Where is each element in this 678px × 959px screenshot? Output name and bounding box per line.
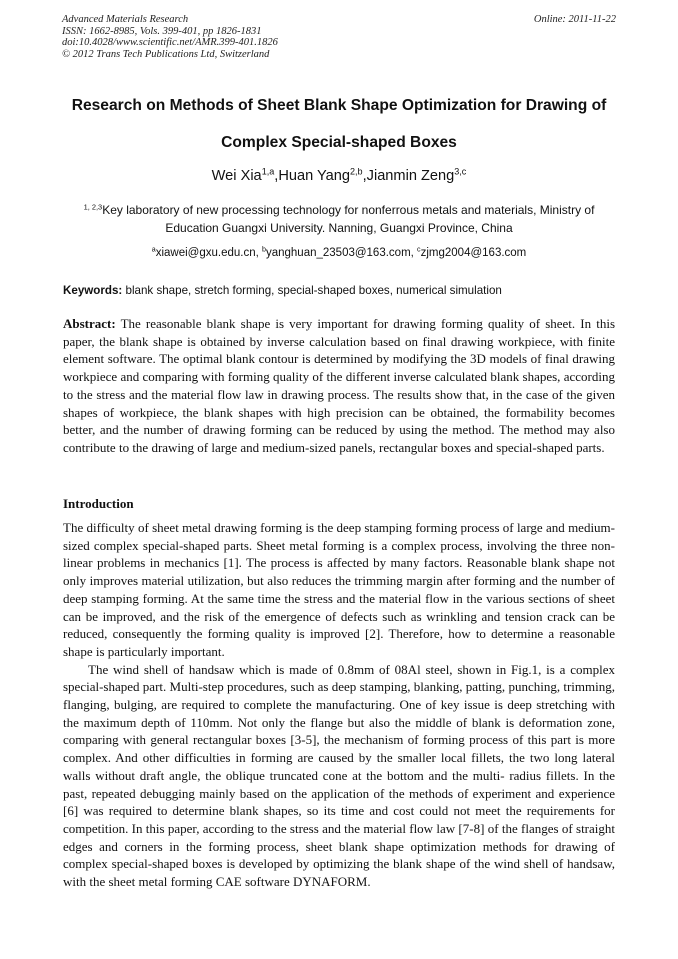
keywords-label: Keywords: bbox=[63, 284, 123, 297]
author-sup: 3,c bbox=[454, 166, 467, 177]
email-address[interactable]: zjmg2004@163.com bbox=[420, 247, 527, 259]
journal-header bbox=[62, 14, 462, 60]
paragraph: The wind shell of handsaw which is made of 0.8mm of 08Al steel, shown in Fig.1, is a complex special-shaped part. Multi-step procedures, such as deep stamping, blanking, patting, punching, trimming, flanging, bulging, are required to complete the manufacturing. One of key issue is deep stretching with the maximum depth of 110mm. Not only the flange but also the middle of blank is deformation zone, comparing with general rectangular boxes [3-5], the mechanism of forming process of this part is more complex. And other difficulties in forming are caused by the smaller local fillets, the two long lateral walls without draft angle, the oblique truncated cone at the bottom and the multi- radius fillets. In the past, repeated debugging mainly based on the application of the methods of experiment and experience [6] was required to determine blank shapes, so its time and cost could not meet the requirements for competition. In this paper, according to the stress and the material flow law [7-8] of the flanges of straight edges and corners in the forming process, sheet blank shape optimization methods for drawing of complex special-shaped boxes is developed by optimizing the blank shape of the wind shell of handsaw, with the sheet metal forming CAE software DYNAFORM. bbox=[63, 661, 615, 890]
copyright-line: © 2012 Trans Tech Publications Ltd, Switzerland bbox=[62, 48, 270, 60]
abstract-text: The reasonable blank shape is very important for drawing forming quality of sheet. In this paper, the blank shape is obtained by inverse calculation based on final drawing workpiece, with finite element software. The optimal blank contour is determined by modifying the 3D models of final drawing workpiece and comparing with forming quality of the different inverse calculated blank shapes, according to the stress and the material flow law in drawing process. The results show that, in the case of the given shapes of workpiece, the blank shapes with high precision can be obtained, the formability becomes better, and the number of drawing forming can be reduced by using the method. The method may also contribute to the drawing of large and medium-sized panels, rectangular boxes and special-shaped parts. bbox=[63, 316, 615, 455]
author-name: Huan Yang bbox=[278, 168, 351, 184]
section-heading-introduction: Introduction bbox=[63, 496, 134, 511]
email-address[interactable]: xiawei@gxu.edu.cn bbox=[155, 247, 256, 259]
affiliation bbox=[56, 201, 622, 237]
email-sep: , bbox=[255, 247, 262, 259]
email-address[interactable]: yanghuan_23503@163.com bbox=[265, 247, 411, 259]
affiliation-sup: 1, 2,3 bbox=[83, 202, 103, 212]
author-sup: 1,a bbox=[261, 166, 275, 177]
issn-line: ISSN: 1662-8985, Vols. 399-401, pp 1826-1831 bbox=[62, 25, 262, 37]
author-list bbox=[40, 166, 638, 186]
author-sup: 2,b bbox=[350, 166, 363, 177]
abstract bbox=[63, 315, 615, 457]
affiliation-text: Key laboratory of new processing technology for nonferrous metals and materials, Ministry of Education Guangxi University. Nanning, Guangxi Province, China bbox=[102, 203, 595, 235]
paragraph: The difficulty of sheet metal drawing forming is the deep stamping forming process of large and medium-sized complex special-shaped parts. Sheet metal forming is a complex process, involving the three non-linear problems in mechanics [1]. The process is affected by many factors. Reasonable blank shape not only improves material utilization, but also reduces the trimming margin after forming and the number of deep stamping forming. At the same time the stress and the material flow in the various sections of sheet can be improved, and the risk of the emergence of defects such as wrinkling and tension crack can be reduced, consequently the forming quality is improved [2]. Therefore, how to determine a reasonable shape is particularly important. bbox=[63, 520, 615, 659]
email-sup: c bbox=[417, 245, 421, 254]
author-sep: , bbox=[274, 168, 279, 184]
email-sup: a bbox=[151, 245, 156, 254]
abstract-label: Abstract: bbox=[63, 316, 116, 331]
keywords-text: blank shape, stretch forming, special-shaped boxes, numerical simulation bbox=[122, 284, 502, 297]
keywords bbox=[63, 283, 615, 299]
introduction-body bbox=[63, 519, 615, 891]
paper-title: Research on Methods of Sheet Blank Shape Optimization for Drawing of Complex Special-shaped Boxes bbox=[71, 97, 607, 151]
email-sup: b bbox=[262, 245, 266, 254]
journal-name: Advanced Materials Research bbox=[62, 14, 189, 25]
email-list bbox=[40, 245, 638, 261]
online-date: Online: 2011-11-22 bbox=[533, 14, 616, 25]
doi-line: doi:10.4028/www.scientific.net/AMR.399-401.1826 bbox=[62, 37, 278, 49]
author-name: Jianmin Zeng bbox=[366, 168, 455, 184]
author-name: Wei Xia bbox=[211, 168, 262, 184]
email-sep: , bbox=[410, 247, 418, 259]
author-sep: , bbox=[362, 168, 367, 184]
